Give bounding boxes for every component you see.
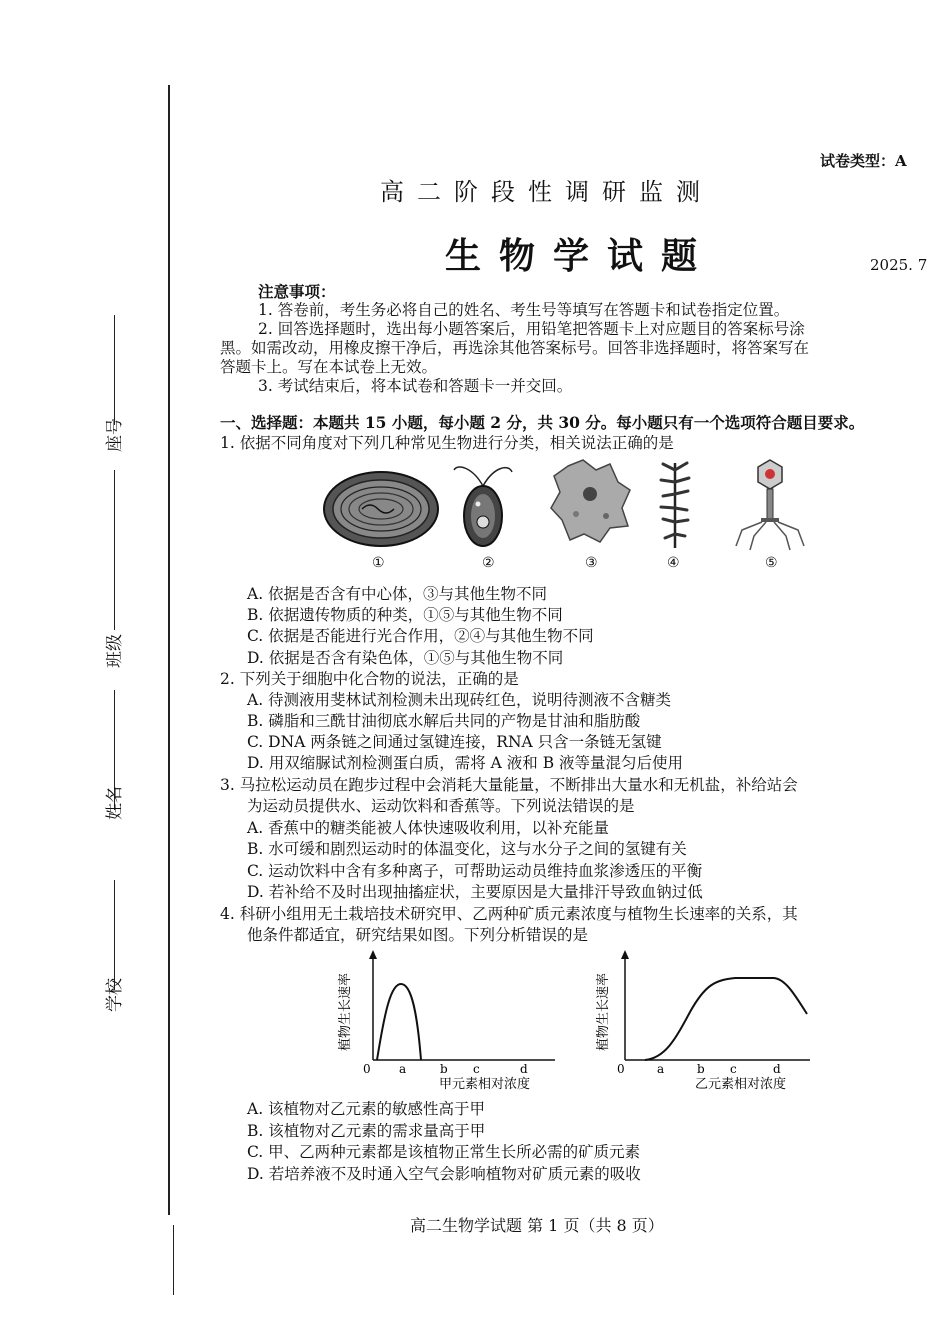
- name-label: 姓名: [105, 786, 125, 820]
- option-b: B. 磷脂和三酰甘油彻底水解后共同的产物是甘油和脂肪酸: [247, 712, 641, 730]
- notice-line: 答题卡上。写在本试卷上无效。: [220, 358, 438, 376]
- option-b: B. 依据遗传物质的种类，①⑤与其他生物不同: [247, 606, 563, 624]
- chart-a-tick-a: a: [399, 1062, 407, 1076]
- figure-label: ③: [585, 555, 598, 571]
- chart-a-tick-b: b: [440, 1062, 448, 1076]
- chart-b-y-arrow: [621, 950, 629, 959]
- question-stem-cont: 为运动员提供水、运动饮料和香蕉等。下列说法错误的是: [247, 797, 635, 815]
- seat-blank-line: [114, 315, 115, 425]
- class-blank-line: [114, 470, 115, 630]
- option-a: A. 香蕉中的糖类能被人体快速吸收利用，以补充能量: [247, 819, 610, 837]
- chart-element-a: [335, 950, 560, 1095]
- exam-date: 2025. 7: [870, 256, 928, 274]
- option-a: A. 该植物对乙元素的敏感性高于甲: [247, 1100, 486, 1118]
- notice-line: 3. 考试结束后，将本试卷和答题卡一并交回。: [258, 377, 573, 395]
- chart-b-ylabel: 植物生长速率: [596, 972, 611, 1052]
- chart-b-xlabel: 乙元素相对浓度: [695, 1077, 787, 1092]
- question-stem: 2. 下列关于细胞中化合物的说法，正确的是: [220, 670, 519, 688]
- chart-b-tick-d: d: [773, 1062, 781, 1076]
- exam-subtitle: 高二阶段性调研监测: [380, 178, 713, 206]
- option-a: A. 待测液用斐林试剂检测未出现砖红色，说明待测液不含糖类: [247, 691, 672, 709]
- figure-label: ⑤: [765, 555, 778, 571]
- chart-b-tick-b: b: [697, 1062, 705, 1076]
- option-b: B. 水可缓和剧烈运动时的体温变化，这与水分子之间的氢键有关: [247, 840, 687, 858]
- notice-line: 2. 回答选择题时，选出每小题答案后，用铅笔把答题卡上对应题目的答案标号涂: [258, 320, 805, 338]
- option-d: D. 若培养液不及时通入空气会影响植物对矿质元素的吸收: [247, 1165, 641, 1183]
- chart-b-series-line: [645, 978, 807, 1060]
- chlamydomonas-figure: [448, 458, 518, 550]
- bacterium-figure: [322, 470, 440, 548]
- amoeba-figure: [548, 456, 633, 546]
- notice-line: 黑。如需改动，用橡皮擦干净后，再选涂其他答案标号。回答非选择题时，将答案写在: [220, 339, 810, 357]
- option-d: D. 若补给不及时出现抽搐症状，主要原因是大量排汗导致血钠过低: [247, 883, 703, 901]
- option-c: C. 依据是否能进行光合作用，②④与其他生物不同: [247, 627, 594, 645]
- paper-type: 试卷类型：A: [820, 152, 907, 170]
- moss-plant-figure: [655, 458, 695, 550]
- option-d: D. 依据是否含有染色体，①⑤与其他生物不同: [247, 649, 564, 667]
- chart-b-tick-a: a: [657, 1062, 665, 1076]
- exam-title: 生物学试题: [445, 235, 716, 277]
- chart-a-ylabel: 植物生长速率: [338, 972, 353, 1052]
- chart-b-tick-0: 0: [617, 1062, 625, 1076]
- question-stem-cont: 他条件都适宜，研究结果如图。下列分析错误的是: [247, 926, 589, 944]
- binding-line-lower: [173, 1225, 174, 1295]
- option-b: B. 该植物对乙元素的需求量高于甲: [247, 1122, 486, 1140]
- chart-a-tick-d: d: [520, 1062, 528, 1076]
- question-stem: 4. 科研小组用无土栽培技术研究甲、乙两种矿质元素浓度与植物生长速率的关系，其: [220, 905, 798, 923]
- figure-label: ④: [667, 555, 680, 571]
- class-label: 班级: [105, 634, 125, 668]
- binding-line: [168, 85, 170, 1215]
- option-c: C. DNA 两条链之间通过氢键连接，RNA 只含一条链无氢键: [247, 733, 662, 751]
- seat-label: 座号: [105, 418, 125, 452]
- notice-line: 1. 答卷前，考生务必将自己的姓名、考生号等填写在答题卡和试卷指定位置。: [258, 301, 790, 319]
- section-heading: 一、选择题：本题共 15 小题，每小题 2 分，共 30 分。每小题只有一个选项符合题目要求。: [220, 413, 865, 432]
- chart-b-tick-c: c: [730, 1062, 737, 1076]
- figure-label: ①: [372, 555, 385, 571]
- chart-a-tick-c: c: [473, 1062, 480, 1076]
- notice-heading: 注意事项：: [258, 282, 336, 301]
- chart-a-y-arrow: [369, 950, 377, 959]
- chart-a-tick-0: 0: [363, 1062, 371, 1076]
- option-a: A. 依据是否含有中心体，③与其他生物不同: [247, 585, 548, 603]
- chart-a-series-line: [377, 984, 421, 1060]
- chart-element-b: [595, 950, 820, 1095]
- chart-a-xlabel: 甲元素相对浓度: [439, 1077, 531, 1092]
- figure-label: ②: [482, 555, 495, 571]
- option-c: C. 运动饮料中含有多种离子，可帮助运动员维持血浆渗透压的平衡: [247, 862, 703, 880]
- page-footer: 高二生物学试题 第 1 页（共 8 页）: [410, 1216, 664, 1235]
- question-stem: 1. 依据不同角度对下列几种常见生物进行分类，相关说法正确的是: [220, 434, 674, 452]
- option-d: D. 用双缩脲试剂检测蛋白质，需将 A 液和 B 液等量混匀后使用: [247, 754, 684, 772]
- school-label: 学校: [105, 978, 125, 1012]
- question-stem: 3. 马拉松运动员在跑步过程中会消耗大量能量，不断排出大量水和无机盐，补给站会: [220, 776, 798, 794]
- option-c: C. 甲、乙两种元素都是该植物正常生长所必需的矿质元素: [247, 1143, 641, 1161]
- bacteriophage-figure: [728, 456, 813, 552]
- school-blank-line: [114, 880, 115, 990]
